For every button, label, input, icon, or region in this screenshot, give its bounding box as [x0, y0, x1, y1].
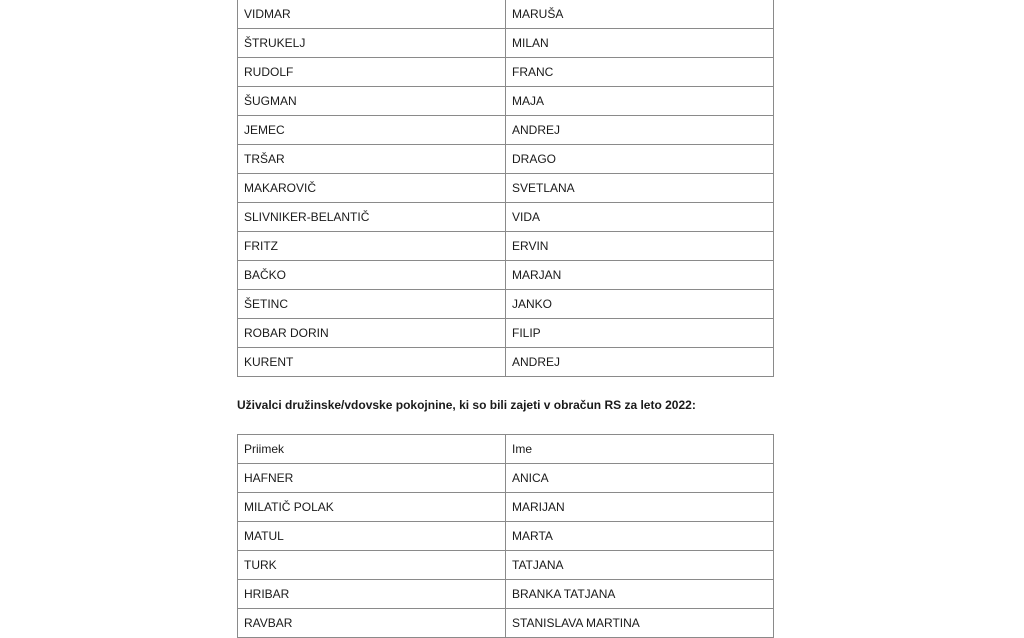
first-name-cell: MAJA: [506, 87, 774, 116]
table-row: [238, 464, 774, 493]
first-name-cell: MARUŠA: [506, 0, 774, 29]
surname-cell: BAČKO: [238, 261, 506, 290]
first-name-cell: MARTA: [506, 522, 774, 551]
first-name-cell: STANISLAVA MARTINA: [506, 609, 774, 638]
table-row: [238, 145, 774, 174]
document-page: [237, 0, 774, 638]
surname-cell: TRŠAR: [238, 145, 506, 174]
surname-cell: TURK: [238, 551, 506, 580]
surname-cell: MILATIČ POLAK: [238, 493, 506, 522]
header-first-name: Ime: [506, 435, 774, 464]
surname-cell: MAKAROVIČ: [238, 174, 506, 203]
table-row: [238, 58, 774, 87]
surname-cell: HAFNER: [238, 464, 506, 493]
table-row: [238, 29, 774, 58]
first-name-cell: VIDA: [506, 203, 774, 232]
table-row: [238, 580, 774, 609]
table-row: [238, 609, 774, 638]
first-name-cell: ERVIN: [506, 232, 774, 261]
surname-cell: JEMEC: [238, 116, 506, 145]
table-row: [238, 87, 774, 116]
first-name-cell: MARIJAN: [506, 493, 774, 522]
table-row: [238, 0, 774, 29]
table-row: [238, 232, 774, 261]
surname-cell: ŠETINC: [238, 290, 506, 319]
first-name-cell: ANICA: [506, 464, 774, 493]
surname-cell: HRIBAR: [238, 580, 506, 609]
surname-cell: VIDMAR: [238, 0, 506, 29]
first-name-cell: ANDREJ: [506, 348, 774, 377]
first-name-cell: FILIP: [506, 319, 774, 348]
surname-cell: ROBAR DORIN: [238, 319, 506, 348]
first-name-cell: BRANKA TATJANA: [506, 580, 774, 609]
table-row: [238, 174, 774, 203]
table-row: [238, 551, 774, 580]
section-heading: Uživalci družinske/vdovske pokojnine, ki so bili zajeti v obračun RS za leto 2022:: [237, 398, 696, 412]
first-name-cell: JANKO: [506, 290, 774, 319]
surname-cell: SLIVNIKER-BELANTIČ: [238, 203, 506, 232]
first-name-cell: DRAGO: [506, 145, 774, 174]
first-name-cell: TATJANA: [506, 551, 774, 580]
table-row: [238, 493, 774, 522]
first-name-cell: MARJAN: [506, 261, 774, 290]
table-row: [238, 116, 774, 145]
surname-cell: ŠUGMAN: [238, 87, 506, 116]
surname-cell: KURENT: [238, 348, 506, 377]
first-name-cell: ANDREJ: [506, 116, 774, 145]
surname-cell: MATUL: [238, 522, 506, 551]
first-name-cell: SVETLANA: [506, 174, 774, 203]
table-row: [238, 522, 774, 551]
first-name-cell: FRANC: [506, 58, 774, 87]
first-name-cell: MILAN: [506, 29, 774, 58]
table-row: [238, 348, 774, 377]
table-row: [238, 290, 774, 319]
surname-cell: RUDOLF: [238, 58, 506, 87]
table-header-row: [238, 435, 774, 464]
surname-cell: FRITZ: [238, 232, 506, 261]
surname-cell: RAVBAR: [238, 609, 506, 638]
table-row: [238, 261, 774, 290]
table-row: [238, 203, 774, 232]
table-row: [238, 319, 774, 348]
names-table-top: [237, 0, 774, 377]
surname-cell: ŠTRUKELJ: [238, 29, 506, 58]
names-table-bottom: [237, 434, 774, 638]
header-surname: Priimek: [238, 435, 506, 464]
